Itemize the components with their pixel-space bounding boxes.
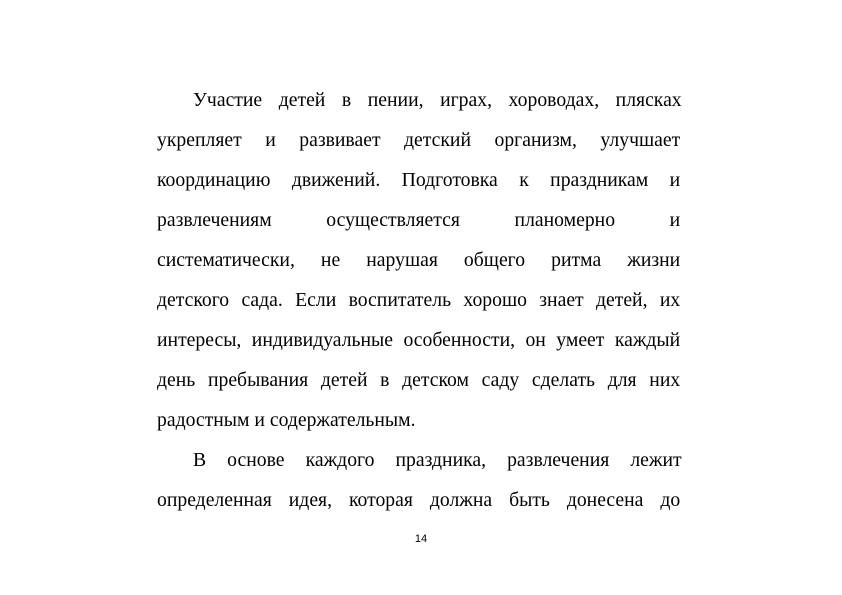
paragraph-1-line-2: укрепляет и развивает детский организм, улучшает [157,129,681,151]
paragraph-1-line-9: радостным и содержательным. [157,409,416,431]
paragraph-2-line-1: В основе каждого праздника, развлечения лежит [193,449,682,471]
page-number: 14 [414,533,428,545]
paragraph-1-line-5: систематически, не нарушая общего ритма жизни [157,249,681,271]
paragraph-1-line-3: координацию движений. Подготовка к праздникам и [157,169,681,191]
paragraph-2-line-2: определенная идея, которая должна быть донесена до [157,489,681,511]
paragraph-1-line-6: детского сада. Если воспитатель хорошо знает детей, их [157,289,681,311]
paragraph-1-line-1: Участие детей в пении, играх, хороводах, плясках [193,89,682,111]
paragraph-1-line-4: развлечениям осуществляется планомерно и [157,209,681,231]
paragraph-1-line-8: день пребывания детей в детском саду сделать для них [157,369,681,391]
paragraph-1-line-7: интересы, индивидуальные особенности, он умеет каждый [157,329,681,351]
